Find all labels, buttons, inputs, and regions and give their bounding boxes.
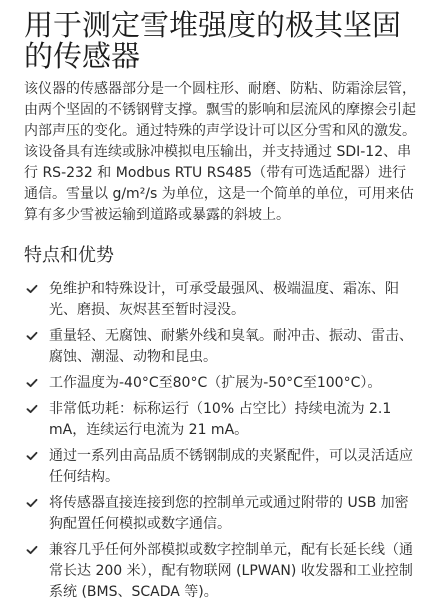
feature-item-1: [24, 279, 418, 321]
feature-text-5: 通过一系列由高品质不锈钢制成的夹紧配件，可以灵活适应任何结构。: [49, 448, 413, 485]
feature-text-6: 将传感器直接连接到您的控制单元或通过附带的 USB 加密狗配置任何模拟或数字通信。: [49, 495, 409, 532]
check-icon: [26, 493, 44, 514]
intro-paragraph-1: 该仪器的传感器部分是一个圆柱形、耐磨、防粘、防霜涂层管，由两个坚固的不锈钢臂支撑。飘雪的影响和层流风的摩擦会引起内部声压的变化。通过特殊的声学设计可以区分雪和风的激发。: [24, 81, 416, 139]
feature-text-7: 兼容几乎任何外部模拟或数字控制单元，配有长延长线（通常长达 200 米），配有物联网 (LPWAN) 收发器和工业控制系统 (BMS、SCADA 等)。: [49, 542, 413, 600]
feature-text-4: 非常低功耗：标称运行（10% 占空比）持续电流为 2.1 mA，连续运行电流为 21 mA。: [49, 401, 392, 438]
check-icon: [26, 279, 44, 300]
feature-text-1: 免维护和特殊设计，可承受最强风、极端温度、霜冻、阳光、磨损、灰烬甚至暂时浸没。: [49, 281, 399, 318]
feature-item-6: [24, 493, 418, 535]
feature-item-5: [24, 446, 418, 488]
feature-text-3: 工作温度为-40°C至80°C（扩展为-50°C至100°C）。: [49, 375, 382, 391]
feature-item-4: [24, 399, 418, 441]
page-title: 用于测定雪堆强度的极其坚固的传感器: [24, 8, 402, 73]
feature-item-3: [24, 373, 418, 394]
features-list: [24, 279, 418, 603]
check-icon: [26, 373, 44, 394]
intro-section: [24, 79, 418, 226]
feature-item-2: [24, 326, 418, 368]
intro-paragraph-2: 该设备具有连续或脉冲模拟电压输出，并支持通过 SDI-12、串行 RS-232 和 Modbus RTU RS485（带有可选适配器）进行通信。雪量以 g/m²/s 为单位，这是一个简单的单位，可用来估算有多少雪被运输到道路或暴露的斜坡上。: [24, 144, 414, 223]
feature-text-2: 重量轻、无腐蚀、耐紫外线和臭氧。耐冲击、振动、雷击、腐蚀、潮湿、动物和昆虫。: [49, 328, 413, 365]
check-icon: [26, 446, 44, 467]
check-icon: [26, 540, 44, 561]
feature-item-7: [24, 540, 418, 603]
check-icon: [26, 399, 44, 420]
check-icon: [26, 326, 44, 347]
features-heading: 特点和优势: [24, 245, 114, 266]
